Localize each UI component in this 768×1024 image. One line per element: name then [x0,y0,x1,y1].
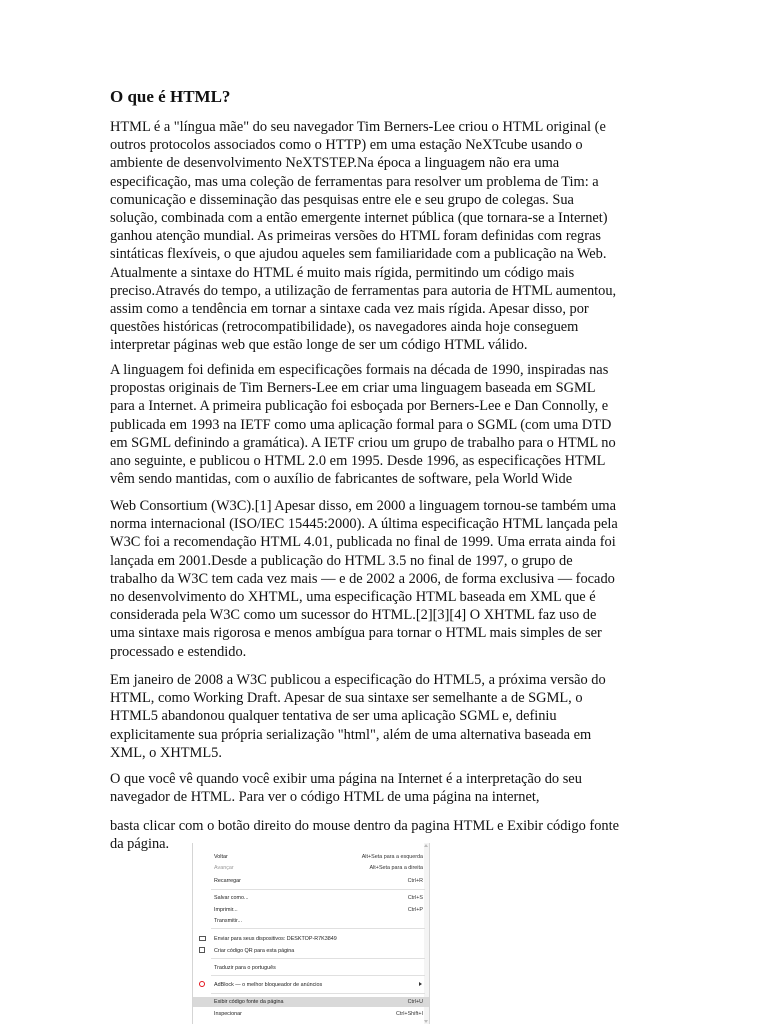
text-line: da página. [110,836,170,853]
text-line: em SGML definindo a gramática). A IETF criou um grupo de trabalho para o HTML no [110,434,616,451]
paragraph-5 [110,770,662,806]
text-line: O que você vê quando você exibir uma página na Internet é a interpretação do seu [110,771,582,787]
paragraph-2 [110,361,662,488]
text-line: norma internacional (ISO/IEC 15445:2000). A última especificação HTML lançada pela [110,516,618,533]
text-line: HTML é a "língua mãe" do seu navegador Tim Berners-Lee criou o HTML original (e [110,119,606,135]
menu-item-label: Traduzir para o português [214,965,276,971]
text-line: Em janeiro de 2008 a W3C publicou a especificação do HTML5, a próxima versão do [110,672,606,688]
menu-item-label: Avançar [214,865,234,871]
menu-item-label: Exibir código fonte da página [214,999,284,1005]
paragraph-3 [110,497,662,661]
text-line: Atualmente a sintaxe do HTML é muito mais rígida, permitindo um código mais [110,264,575,281]
text-line: navegador de HTML. Para ver o código HTML de uma página na internet, [110,789,540,806]
menu-separator [211,928,425,929]
menu-separator [211,975,425,976]
browser-context-menu-screenshot [192,843,430,1024]
menu-item[interactable] [193,934,429,944]
text-line: A linguagem foi definida em especificações formais na década de 1990, inspiradas nas [110,362,609,378]
menu-separator [211,889,425,890]
text-line: especificação, mas uma coleção de ferramentas para resolver um problema de Tim: a [110,173,599,190]
qr-icon [199,947,205,953]
menu-item[interactable] [193,997,429,1007]
menu-item[interactable] [193,893,429,903]
text-line: vêm sendo mantidas, com o auxílio de fabricantes de software, pela World Wide [110,471,573,488]
text-line: sintáticas flexíveis, o que ajudou aqueles sem familiaridade com a publicação na Web. [110,246,607,263]
menu-separator [211,958,425,959]
text-line: questões históricas (retrocompatibilidade), os navegadores ainda hoje conseguem [110,319,579,336]
text-line: HTML5 abandonou qualquer tentativa de ser uma aplicação SGML e, definiu [110,708,557,725]
menu-item-shortcut: Ctrl+P [407,907,423,913]
text-line: W3C foi a recomendação HTML 4.01, publicada no final de 1999. Uma errata ainda foi [110,534,616,551]
paragraph-4 [110,671,662,762]
menu-item-shortcut: Alt+Seta para a direita [369,865,423,871]
page-title: O que é HTML? [110,87,231,106]
text-line: interpretar páginas web que estão longe de ser um código HTML válido. [110,337,528,354]
text-line: ambiente de desenvolvimento NeXTSTEP.Na época a linguagem não era uma [110,155,560,172]
text-line: outros protocolos associados como o HTTP) em uma estação NeXTcube usando o [110,137,583,154]
text-line: publicada em 1993 na IETF como uma aplicação formal para o SGML (com uma DTD [110,416,612,433]
menu-item[interactable] [193,980,429,990]
menu-item-label: Inspecionar [214,1011,242,1017]
text-line: explicitamente sua própria serialização "html", além de uma alternativa baseada em [110,726,592,743]
text-line: basta clicar com o botão direito do mouse dentro da pagina HTML e Exibir código fonte [110,818,619,834]
menu-item-shortcut: Ctrl+R [407,878,423,884]
menu-item-label: Voltar [214,854,228,860]
text-line: considerada pela W3C como um sucessor do HTML.[2][3][4] O XHTML faz uso de [110,607,597,624]
menu-item-shortcut: Ctrl+Shift+I [396,1011,423,1017]
menu-item[interactable] [193,905,429,915]
menu-item-label: AdBlock — o melhor bloqueador de anúncios [214,982,323,988]
menu-item[interactable] [193,876,429,886]
menu-item-label: Salvar como... [214,895,249,901]
text-line: para a Internet. A primeira publicação foi esboçada por Berners-Lee e Dan Connolly, e [110,398,609,415]
text-line: comunicação e disseminação das pesquisas entre ele e seu grupo de colegas. Sua [110,191,574,208]
scroll-down-icon [424,1020,428,1023]
menu-item[interactable] [193,963,429,973]
text-line: no desenvolvimento do XHTML, uma especificação HTML baseada em XML que é [110,589,596,606]
menu-item-shortcut: Alt+Seta para a esquerda [361,854,423,860]
device-icon [199,936,206,941]
menu-separator [211,993,425,994]
text-line: HTML, como Working Draft. Apesar de sua sintaxe ser semelhante a de SGML, o [110,690,583,707]
text-line: ano seguinte, e publicou o HTML 2.0 em 1995. Desde 1996, as especificações HTML [110,453,606,470]
menu-item-label: Criar código QR para esta página [214,948,295,954]
scroll-up-icon [424,844,428,847]
menu-item[interactable] [193,946,429,956]
text-line: Web Consortium (W3C).[1] Apesar disso, em 2000 a linguagem tornou-se também uma [110,498,617,514]
menu-item[interactable] [193,852,429,862]
menu-item-label: Recarregar [214,878,241,884]
menu-item[interactable] [193,1009,429,1019]
menu-item-label: Transmitir... [214,918,242,924]
menu-item[interactable] [193,863,429,873]
text-line: ganhou atenção mundial. As primeiras versões do HTML foram definidas com regras [110,228,602,245]
text-line: trabalho da W3C tem cada vez mais — e de 2002 a 2006, de forma exclusiva — focado [110,570,615,587]
submenu-arrow-icon [419,982,422,986]
text-line: lançada em 2001.Desde a publicação do HTML 3.5 no final de 1997, o grupo de [110,552,573,569]
menu-item-label: Imprimir... [214,907,238,913]
menu-item-label: Enviar para seus dispositivos: DESKTOP-R7K3849 [214,936,337,942]
menu-item-shortcut: Ctrl+U [407,999,423,1005]
text-line: assim como a tendência em tornar a sintaxe cada vez mais rígida. Apesar disso, por [110,301,589,318]
menu-item-shortcut: Ctrl+S [407,895,423,901]
text-line: solução, combinada com a então emergente internet pública (que tornara-se a Internet) [110,210,608,227]
text-line: processado e estendido. [110,643,247,660]
text-line: uma sintaxe mais rigorosa e menos ambígua para tornar o HTML mais simples de ser [110,625,602,642]
text-line: preciso.Através do tempo, a utilização de ferramentas para autoria de HTML aumentou, [110,282,617,299]
opera-icon [199,981,205,987]
menu-item[interactable] [193,916,429,926]
text-line: propostas originais de Tim Berners-Lee em criar uma linguagem baseada em SGML [110,380,596,397]
paragraph-1 [110,118,662,355]
text-line: XML, o XHTML5. [110,744,222,761]
